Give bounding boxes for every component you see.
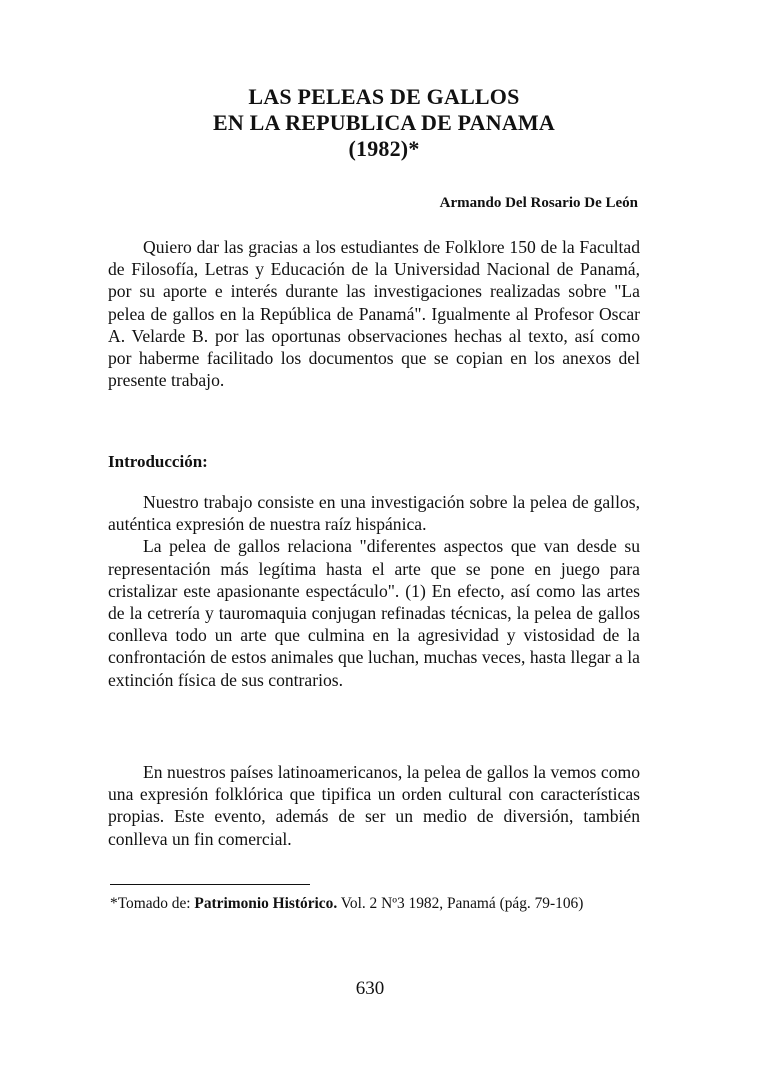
section-heading: Introducción: xyxy=(108,452,208,471)
footnote-prefix: Tomado de: xyxy=(117,895,195,912)
introduction-block xyxy=(108,491,640,691)
acknowledgement-block xyxy=(108,236,640,391)
article-title xyxy=(0,84,768,162)
intro-paragraph-3: En nuestros países latinoamericanos, la pelea de gallos la vemos como una expresión folklórica que tipifica un orden cultural con características propias. Este evento, además de ser un medio de diversión, también conlleva un fin comercial. xyxy=(108,762,640,849)
footnote-divider xyxy=(110,884,310,885)
title-line-1: LAS PELEAS DE GALLOS xyxy=(248,84,520,109)
footnote xyxy=(110,893,640,914)
footnote-marker: * xyxy=(110,895,118,912)
intro-paragraph-1: Nuestro trabajo consiste en una investigación sobre la pelea de gallos, auténtica expresión de nuestra raíz hispánica. xyxy=(108,492,640,535)
author-name: Armando Del Rosario De León xyxy=(439,195,638,211)
acknowledgement-paragraph: Quiero dar las gracias a los estudiantes de Folklore 150 de la Facultad de Filosofía, Letras y Educación de la Universidad Nacional de Panamá, por su aporte e interés durante las investigaciones realizadas sobre "La pelea de gallos en la República de Panamá". Igualmente al Profesor Oscar A. Velarde B. por las oportunas observaciones hechas al texto, así como por haberme facilitado los documentos que se copian en los anexos del presente trabajo. xyxy=(108,237,640,391)
footnote-rest: Vol. 2 Nº3 1982, Panamá (pág. 79-106) xyxy=(337,895,584,912)
title-line-2: EN LA REPUBLICA DE PANAMA xyxy=(213,110,555,135)
introduction-block-2 xyxy=(108,761,640,850)
footnote-source: Patrimonio Histórico. xyxy=(194,895,338,912)
page-number: 630 xyxy=(355,978,385,999)
intro-paragraph-2: La pelea de gallos relaciona "diferentes aspectos que van desde su representación más legítima hasta el arte que se pone en juego para cristalizar este apasionante espectáculo". (1) En efecto, así como las artes de la cetrería y tauromaquia conjugan refinadas técnicas, la pelea de gallos conlleva todo un arte que culmina en la agresividad y vistosidad de la confrontación de estos animales que luchan, muchas veces, hasta llegar a la extinción física de sus contrarios. xyxy=(108,536,640,690)
title-line-3: (1982)* xyxy=(348,136,420,161)
